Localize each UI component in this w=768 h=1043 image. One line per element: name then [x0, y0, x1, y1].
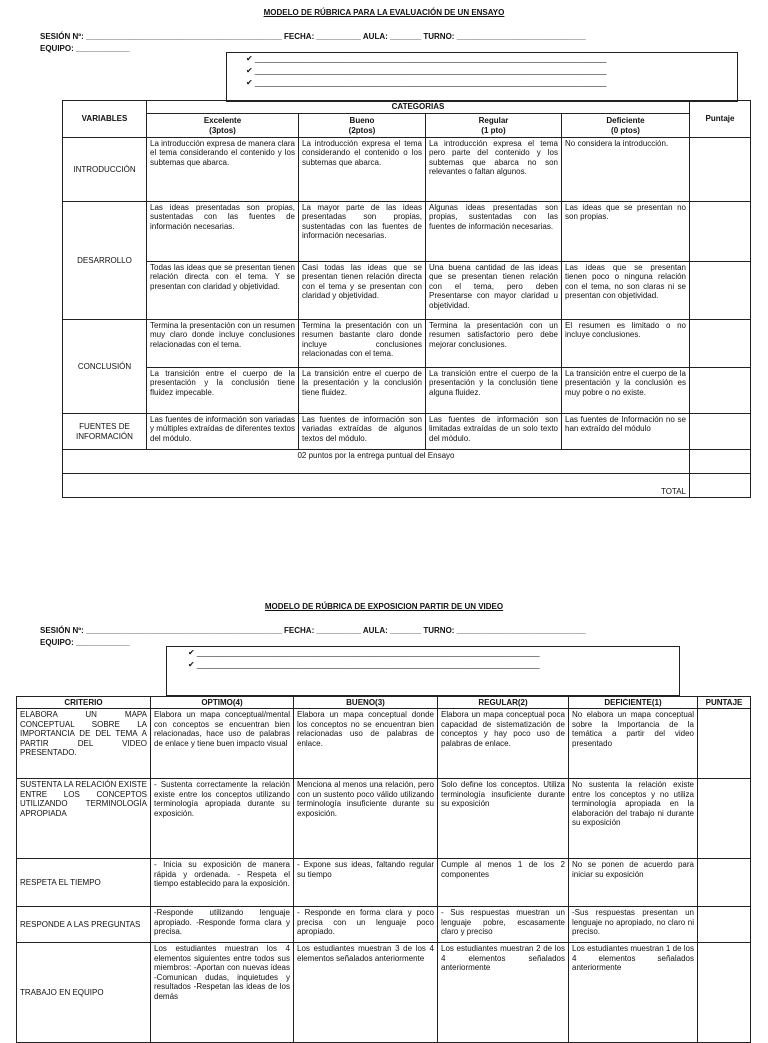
header-deficiente-label: Deficiente — [606, 116, 645, 126]
header-criterio: CRITERIO — [17, 697, 151, 709]
equipo-optimo: Los estudiantes muestran los 4 elementos siguientes entre todos sus miembros: -Aportan con nuevas ideas -Comunican dudas, inquietudes y resultados -Respetan las ideas de los demás — [151, 943, 294, 1043]
header-regular — [426, 114, 562, 138]
header-excelente — [147, 114, 299, 138]
tiempo-regular: Cumple al menos 1 de los 2 componentes — [438, 859, 569, 907]
doc2-team-line: EQUIPO: ____________ — [40, 638, 130, 647]
relacion-deficiente: No sustenta la relación existe entre los conceptos y no utiliza terminología apropiada en la elaboración del trabajo ni durante su exposición — [569, 779, 698, 859]
intro-regular: La introducción expresa el tema pero parte del contenido y los subtemas que abarca no son relevantes o faltan algunos. — [426, 138, 562, 202]
header-excelente-label: Excelente — [203, 116, 242, 126]
conclusion-a-score-cell[interactable] — [690, 320, 751, 368]
video-rubric-table — [16, 696, 751, 1043]
relacion-optimo: - Sustenta correctamente la relación existe entre los conceptos utilizando terminología apropiada durante su exposición. — [151, 779, 294, 859]
doc2-objective-line[interactable]: ✔ _____________________________________________________________________________ — [188, 648, 540, 657]
doc1-objective-line[interactable]: ✔ _______________________________________________________________________________ — [246, 54, 607, 63]
fuentes-score-cell[interactable] — [690, 414, 751, 450]
conclusion-b-score-cell[interactable] — [690, 368, 751, 414]
header-deficiente-points: (0 ptos) — [611, 125, 640, 135]
bonus-score-cell[interactable] — [690, 450, 751, 474]
mapa-bueno: Elabora un mapa conceptual donde los conceptos no se encuentran bien relacionadas uso de palabras de enlace. — [294, 709, 438, 779]
fuentes-deficiente: Las fuentes de Información no se han extraído del módulo — [562, 414, 690, 450]
mapa-regular: Elabora un mapa conceptual poca capacidad de sistematización de conceptos y hay poco uso de palabras de enlace. — [438, 709, 569, 779]
relacion-bueno: Menciona al menos una relación, pero con un sustento poco válido utilizando terminología insuficiente durante su exposición. — [294, 779, 438, 859]
header-bueno-label: Bueno — [349, 116, 375, 126]
criterion-tiempo: RESPETA EL TIEMPO — [17, 859, 151, 907]
equipo-regular: Los estudiantes muestran 2 de los 4 elementos señalados anteriormente — [438, 943, 569, 1043]
equipo-score-cell[interactable] — [698, 943, 751, 1043]
preguntas-optimo: -Responde utilizando lenguaje apropiado. -Responde forma clara y precisa. — [151, 907, 294, 943]
desarrollo-a-excelente: Las ideas presentadas son propias, sustentadas con las fuentes de información necesarias. — [147, 202, 299, 262]
mapa-optimo: Elabora un mapa conceptual/mental con conceptos se encuentran bien relacionadas, hace uso de palabras de enlace y tiene buen impacto visual — [151, 709, 294, 779]
conclusion-a-deficiente: El resumen es limitado o no incluye conclusiones. — [562, 320, 690, 368]
doc1-objective-line[interactable]: ✔ _______________________________________________________________________________ — [246, 66, 607, 75]
header-regular-points: (1 pto) — [481, 125, 506, 135]
mapa-deficiente: No elabora un mapa conceptual sobre la Importancia de la temática a partir del video presentado — [569, 709, 698, 779]
header-excelente-points: (3ptos) — [209, 125, 236, 135]
preguntas-bueno: - Responde en forma clara y poco precisa con un lenguaje poco apropiado. — [294, 907, 438, 943]
desarrollo-b-score-cell[interactable] — [690, 262, 751, 320]
doc1-objective-line[interactable]: ✔ _______________________________________________________________________________ — [246, 78, 607, 87]
variable-fuentes: FUENTES DE INFORMACIÓN — [63, 414, 147, 450]
criterion-equipo: TRABAJO EN EQUIPO — [17, 943, 151, 1043]
intro-deficiente: No considera la introducción. — [562, 138, 690, 202]
essay-rubric-table — [62, 100, 751, 498]
conclusion-b-deficiente: La transición entre el cuerpo de la presentación y la conclusión es muy pobre o no existe. — [562, 368, 690, 414]
preguntas-score-cell[interactable] — [698, 907, 751, 943]
total-score-cell[interactable] — [690, 474, 751, 498]
criterion-mapa: ELABORA UN MAPA CONCEPTUAL SOBRE LA IMPORTANCIA DE DEL TEMA A PARTIR DEL VIDEO PRESENTADO. — [17, 709, 151, 779]
header-variables: VARIABLES — [63, 101, 147, 138]
header-categorias: CATEGORIAS — [147, 101, 690, 114]
conclusion-b-excelente: La transición entre el cuerpo de la presentación y la conclusión tiene fluidez impecable. — [147, 368, 299, 414]
total-label: TOTAL — [63, 474, 690, 498]
desarrollo-b-excelente: Todas las ideas que se presentan tienen relación directa con el tema. Y se presentan con claridad y objetividad. — [147, 262, 299, 320]
header-bueno-points: (2ptos) — [348, 125, 376, 135]
tiempo-optimo: - Inicia su exposición de manera rápida y ordenada. - Respeta el tiempo establecido para la exposición. — [151, 859, 294, 907]
relacion-regular: Solo define los conceptos. Utiliza terminología insuficiente durante su exposición — [438, 779, 569, 859]
intro-score-cell[interactable] — [690, 138, 751, 202]
equipo-bueno: Los estudiantes muestran 3 de los 4 elementos señalados anteriormente — [294, 943, 438, 1043]
variable-introduccion: INTRODUCCIÓN — [63, 138, 147, 202]
header-deficiente: DEFICIENTE(1) — [569, 697, 698, 709]
intro-bueno: La introducción expresa el tema considerando el contenido o los subtemas que abarca. — [299, 138, 426, 202]
tiempo-score-cell[interactable] — [698, 859, 751, 907]
mapa-score-cell[interactable] — [698, 709, 751, 779]
desarrollo-b-bueno: Casi todas las ideas que se presentan tienen relación directa con el tema y se presentan con claridad y objetividad. — [299, 262, 426, 320]
tiempo-deficiente: No se ponen de acuerdo para iniciar su exposición — [569, 859, 698, 907]
doc1-team-line: EQUIPO: ____________ — [40, 44, 130, 53]
desarrollo-b-regular: Una buena cantidad de las ideas que se presentan tienen relación con el tema, pero deben Presentarse con mayor claridad u objetividad. — [426, 262, 562, 320]
header-puntaje: PUNTAJE — [698, 697, 751, 709]
doc2-objective-line[interactable]: ✔ _____________________________________________________________________________ — [188, 660, 540, 669]
bonus-row: 02 puntos por la entrega puntual del Ensayo — [63, 450, 690, 474]
conclusion-a-excelente: Termina la presentación con un resumen muy claro donde incluye conclusiones relacionadas con el tema. — [147, 320, 299, 368]
relacion-score-cell[interactable] — [698, 779, 751, 859]
tiempo-bueno: - Expone sus ideas, faltando regular su tiempo — [294, 859, 438, 907]
conclusion-b-regular: La transición entre el cuerpo de la presentación y la conclusión tiene alguna fluidez. — [426, 368, 562, 414]
fuentes-regular: Las fuentes de información son limitadas extraídas de un solo texto del módulo. — [426, 414, 562, 450]
doc2-title: MODELO DE RÚBRICA DE EXPOSICION PARTIR DE UN VIDEO — [264, 602, 504, 611]
header-optimo: OPTIMO(4) — [151, 697, 294, 709]
conclusion-b-bueno: La transición entre el cuerpo de la presentación y la conclusión tiene fluidez. — [299, 368, 426, 414]
desarrollo-a-deficiente: Las ideas que se presentan no son propias. — [562, 202, 690, 262]
equipo-deficiente: Los estudiantes muestran 1 de los 4 elementos señalados anteriormente — [569, 943, 698, 1043]
criterion-relacion: SUSTENTA LA RELACIÓN EXISTE ENTRE LOS CONCEPTOS UTILIZANDO TERMINOLOGÍA APROPIADA — [17, 779, 151, 859]
header-regular-label: Regular — [478, 116, 509, 126]
doc1-title: MODELO DE RÚBRICA PARA LA EVALUACIÓN DE UN ENSAYO — [263, 8, 505, 17]
header-puntaje: Puntaje — [690, 101, 751, 138]
fuentes-bueno: Las fuentes de información son variadas extraídas de algunos textos del módulo. — [299, 414, 426, 450]
doc1-session-line: SESIÓN Nº: ____________________________________________ FECHA: __________ AULA: _______ TURNO: _____________________________ — [40, 32, 586, 41]
variable-desarrollo: DESARROLLO — [63, 202, 147, 320]
preguntas-deficiente: -Sus respuestas presentan un lenguaje no apropiado, no claro ni preciso. — [569, 907, 698, 943]
desarrollo-a-bueno: La mayor parte de las ideas presentadas son propias, sustentadas con las fuentes de información necesarias. — [299, 202, 426, 262]
intro-excelente: La introducción expresa de manera clara el tema considerando el contenido y los subtemas que abarca. — [147, 138, 299, 202]
preguntas-regular: - Sus respuestas muestran un lenguaje pobre, escasamente claro y preciso — [438, 907, 569, 943]
conclusion-a-bueno: Termina la presentación con un resumen bastante claro donde incluye conclusiones relacionadas con el tema. — [299, 320, 426, 368]
fuentes-excelente: Las fuentes de información son variadas y múltiples extraídas de diferentes textos del módulo. — [147, 414, 299, 450]
header-regular: REGULAR(2) — [438, 697, 569, 709]
desarrollo-a-score-cell[interactable] — [690, 202, 751, 262]
doc2-session-line: SESIÓN Nº: ____________________________________________ FECHA: __________ AULA: _______ TURNO: _____________________________ — [40, 626, 586, 635]
variable-conclusion: CONCLUSIÓN — [63, 320, 147, 414]
conclusion-a-regular: Termina la presentación con un resumen satisfactorio pero debe mejorar conclusiones. — [426, 320, 562, 368]
desarrollo-b-deficiente: Las ideas que se presentan tienen poco o ninguna relación con el tema, no son claras ni se presentan con objetividad. — [562, 262, 690, 320]
criterion-preguntas: RESPONDE A LAS PREGUNTAS — [17, 907, 151, 943]
header-deficiente — [562, 114, 690, 138]
header-bueno: BUENO(3) — [294, 697, 438, 709]
header-bueno — [299, 114, 426, 138]
desarrollo-a-regular: Algunas ideas presentadas son propias, sustentadas con las fuentes de información necesarias. — [426, 202, 562, 262]
